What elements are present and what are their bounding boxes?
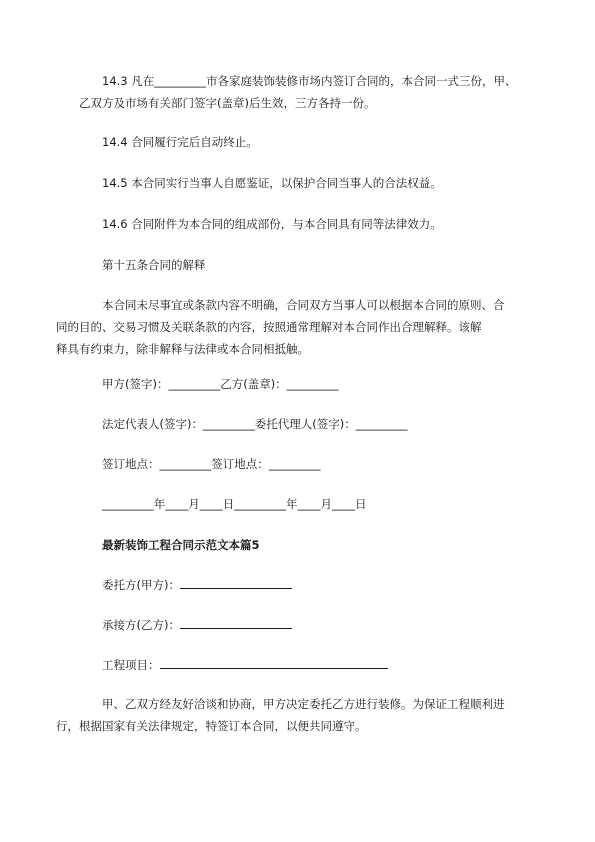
location-line: 签订地点：_________签订地点：_________ xyxy=(102,457,321,471)
client-blank xyxy=(180,576,292,589)
signature-line: 甲方(签字)：_________乙方(盖章)：_________ xyxy=(102,377,339,391)
project-label: 工程项目： xyxy=(102,658,160,672)
date-line: _________年____月____日_________年____月____日 xyxy=(102,497,367,511)
article-15-line3: 释具有约束力，除非解释与法律或本合同相抵触。 xyxy=(56,342,309,356)
article-15-title: 第十五条合同的解释 xyxy=(102,258,206,272)
article-15-body xyxy=(56,294,531,360)
contractor-blank xyxy=(180,616,292,629)
intro-line2: 行，根据国家有关法律规定，特签订本合同，以便共同遵守。 xyxy=(56,719,367,733)
client-label: 委托方(甲方)： xyxy=(102,578,180,592)
project-line xyxy=(79,654,531,676)
contractor-label: 承接方(乙方)： xyxy=(102,618,180,632)
contractor-line xyxy=(79,614,531,636)
project-blank xyxy=(160,656,388,669)
article-15-line2: 同的目的、交易习惯及关联条款的内容，按照通常理解对本合同作出合理解释。该解 xyxy=(56,320,482,334)
representative-line: 法定代表人(签字)：_________委托代理人(签字)：_________ xyxy=(102,417,408,431)
clause-14-5: 14.5 本合同实行当事人自愿鉴证，以保护合同当事人的合法权益。 xyxy=(102,176,442,190)
client-line xyxy=(79,574,531,596)
section-title: 最新装饰工程合同示范文本篇5 xyxy=(102,538,260,552)
clause-14-3-line1: 14.3 凡在_________市各家庭装饰装修市场内签订合同的，本合同一式三份，甲、 xyxy=(102,74,517,88)
article-15-line1: 本合同未尽事宜或条款内容不明确，合同双方当事人可以根据本合同的原则、合 xyxy=(102,298,505,312)
intro-line1: 甲、乙双方经友好洽谈和协商，甲方决定委托乙方进行装修。为保证工程顺利进 xyxy=(102,697,505,711)
clause-14-3 xyxy=(79,70,531,114)
clause-14-6: 14.6 合同附件为本合同的组成部份，与本合同具有同等法律效力。 xyxy=(102,217,442,231)
clause-14-3-line2: 乙双方及市场有关部门签字(盖章)后生效，三方各持一份。 xyxy=(79,96,376,110)
clause-14-4: 14.4 合同履行完后自动终止。 xyxy=(102,135,258,149)
intro-paragraph xyxy=(56,693,531,737)
